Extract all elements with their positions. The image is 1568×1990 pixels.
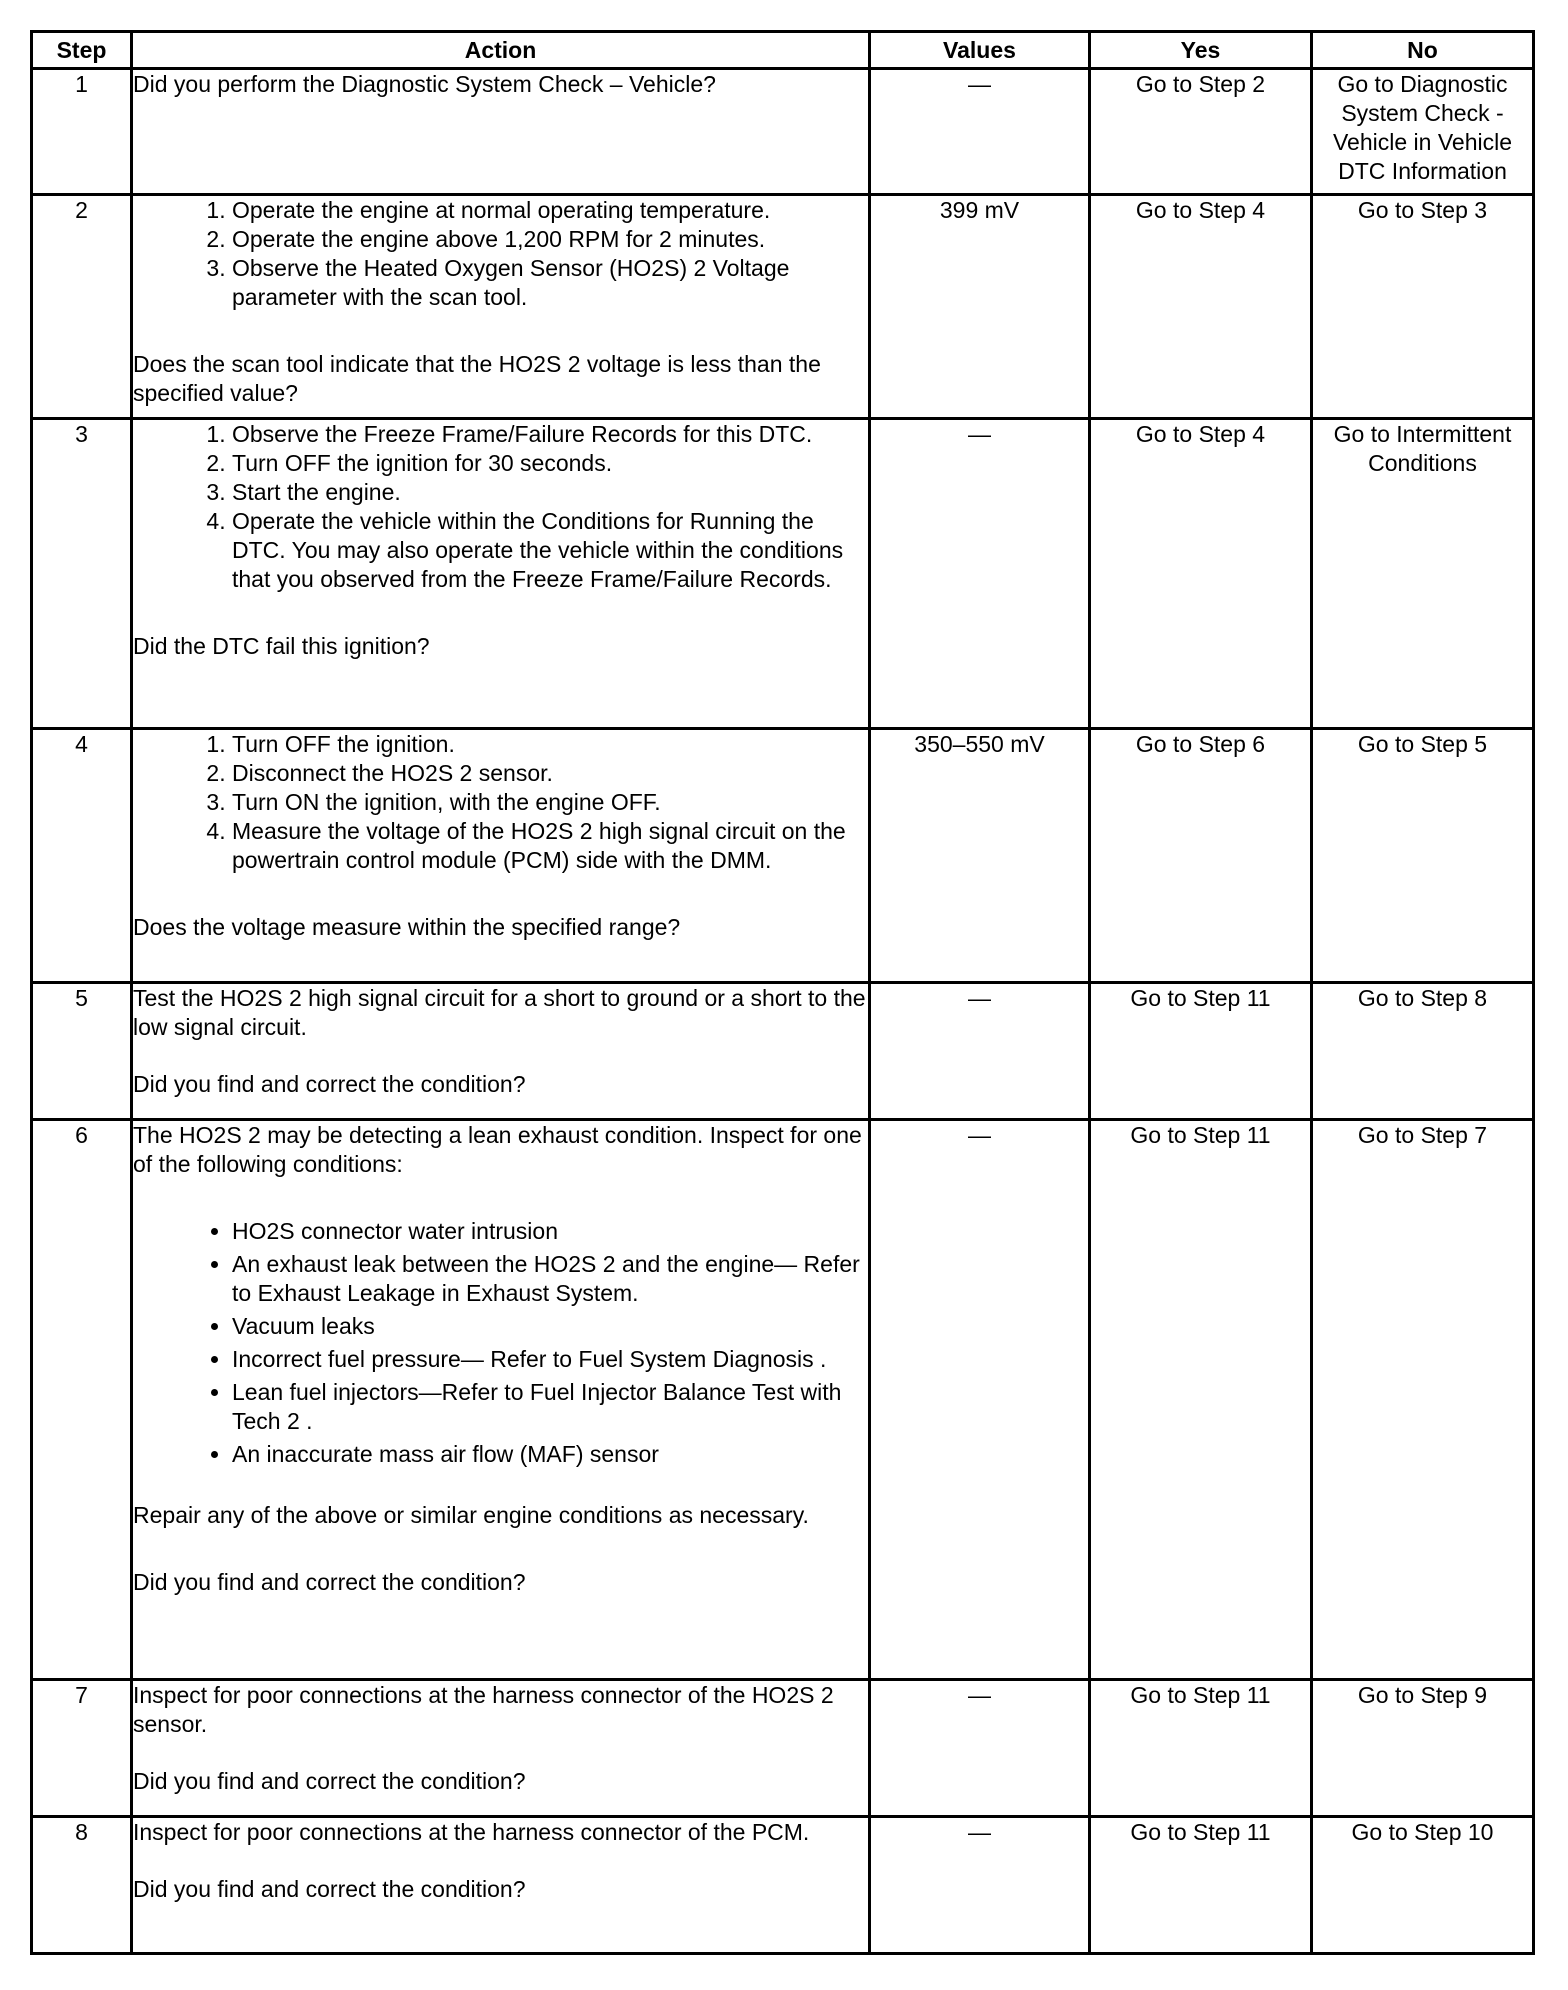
yes-link[interactable]: Go to Step 4 [1090, 195, 1312, 419]
value-cell: 350–550 mV [870, 729, 1090, 983]
table-row [32, 729, 1534, 983]
action-question: Did you find and correct the condition? [133, 1071, 526, 1097]
table-row [32, 69, 1534, 195]
action-cell [132, 419, 870, 729]
no-link[interactable]: Go to Step 7 [1312, 1120, 1534, 1680]
header-action: Action [132, 32, 870, 69]
condition-item: • An exhaust leak between the HO2S 2 and the engine— Refer to Exhaust Leakage in Exhaust System. [232, 1250, 868, 1308]
action-question: Did you find and correct the condition? [133, 1876, 526, 1902]
step-number: 8 [32, 1817, 132, 1954]
condition-item: • HO2S connector water intrusion [232, 1217, 868, 1246]
step-number: 7 [32, 1680, 132, 1817]
condition-item: • An inaccurate mass air flow (MAF) sensor [232, 1440, 868, 1469]
step-number: 6 [32, 1120, 132, 1680]
no-link[interactable]: Go to Diagnostic System Check - Vehicle in Vehicle DTC Information [1312, 69, 1534, 195]
action-intro: Inspect for poor connections at the harness connector of the HO2S 2 sensor. [133, 1682, 834, 1737]
action-question: Did you perform the Diagnostic System Check – Vehicle? [133, 71, 716, 97]
no-link[interactable]: Go to Step 3 [1312, 195, 1534, 419]
table-row [32, 1120, 1534, 1680]
action-steps [133, 420, 868, 594]
table-row [32, 983, 1534, 1120]
action-cell [132, 1680, 870, 1817]
no-link[interactable]: Go to Step 8 [1312, 983, 1534, 1120]
action-step-item: 1. Observe the Freeze Frame/Failure Records for this DTC. [232, 420, 868, 449]
yes-link[interactable]: Go to Step 4 [1090, 419, 1312, 729]
no-link[interactable]: Go to Step 10 [1312, 1817, 1534, 1954]
value-cell: — [870, 1817, 1090, 1954]
yes-link[interactable]: Go to Step 6 [1090, 729, 1312, 983]
action-question: Does the scan tool indicate that the HO2S 2 voltage is less than the specified value? [133, 351, 821, 406]
action-step-item: 1. Turn OFF the ignition. [232, 730, 868, 759]
action-step-item: 2. Operate the engine above 1,200 RPM for 2 minutes. [232, 225, 868, 254]
condition-list [133, 1217, 868, 1469]
yes-link[interactable]: Go to Step 11 [1090, 983, 1312, 1120]
condition-item: • Incorrect fuel pressure— Refer to Fuel System Diagnosis . [232, 1345, 868, 1374]
action-question: Did you find and correct the condition? [133, 1768, 526, 1794]
action-step-item: 3. Observe the Heated Oxygen Sensor (HO2S) 2 Voltage parameter with the scan tool. [232, 254, 868, 312]
action-step-item: 3. Turn ON the ignition, with the engine OFF. [232, 788, 868, 817]
table-row [32, 195, 1534, 419]
no-link[interactable]: Go to Intermittent Conditions [1312, 419, 1534, 729]
action-question: Did you find and correct the condition? [133, 1569, 526, 1595]
action-question: Did the DTC fail this ignition? [133, 633, 430, 659]
action-cell [132, 1817, 870, 1954]
header-yes: Yes [1090, 32, 1312, 69]
yes-link[interactable]: Go to Step 2 [1090, 69, 1312, 195]
action-cell [132, 69, 870, 195]
step-number: 4 [32, 729, 132, 983]
action-cell [132, 983, 870, 1120]
header-no: No [1312, 32, 1534, 69]
no-link[interactable]: Go to Step 9 [1312, 1680, 1534, 1817]
header-row [32, 32, 1534, 69]
value-cell: — [870, 419, 1090, 729]
yes-link[interactable]: Go to Step 11 [1090, 1817, 1312, 1954]
action-step-item: 4. Measure the voltage of the HO2S 2 high signal circuit on the powertrain control module (PCM) side with the DMM. [232, 817, 868, 875]
yes-link[interactable]: Go to Step 11 [1090, 1680, 1312, 1817]
action-step-item: 3. Start the engine. [232, 478, 868, 507]
condition-item: • Vacuum leaks [232, 1312, 868, 1341]
no-link[interactable]: Go to Step 5 [1312, 729, 1534, 983]
condition-item: • Lean fuel injectors—Refer to Fuel Injector Balance Test with Tech 2 . [232, 1378, 868, 1436]
action-step-item: 2. Disconnect the HO2S 2 sensor. [232, 759, 868, 788]
value-cell: — [870, 1680, 1090, 1817]
value-cell: — [870, 69, 1090, 195]
table-row [32, 1817, 1534, 1954]
step-number: 5 [32, 983, 132, 1120]
action-steps [133, 196, 868, 312]
action-cell [132, 195, 870, 419]
action-cell [132, 1120, 870, 1680]
value-cell: — [870, 1120, 1090, 1680]
yes-link[interactable]: Go to Step 11 [1090, 1120, 1312, 1680]
action-cell [132, 729, 870, 983]
action-intro: The HO2S 2 may be detecting a lean exhaust condition. Inspect for one of the following conditions: [133, 1122, 862, 1177]
action-step-item: 1. Operate the engine at normal operating temperature. [232, 196, 868, 225]
action-question: Does the voltage measure within the specified range? [133, 914, 681, 940]
step-number: 3 [32, 419, 132, 729]
action-intro: Inspect for poor connections at the harness connector of the PCM. [133, 1819, 810, 1845]
table-row [32, 419, 1534, 729]
action-step-item: 4. Operate the vehicle within the Conditions for Running the DTC. You may also operate the vehicle within the conditions that you observed from the Freeze Frame/Failure Records. [232, 507, 868, 594]
header-step: Step [32, 32, 132, 69]
diagnostic-table [30, 30, 1535, 1955]
action-steps [133, 730, 868, 875]
action-step-item: 2. Turn OFF the ignition for 30 seconds. [232, 449, 868, 478]
step-number: 1 [32, 69, 132, 195]
header-values: Values [870, 32, 1090, 69]
table-row [32, 1680, 1534, 1817]
value-cell: — [870, 983, 1090, 1120]
repair-note: Repair any of the above or similar engine conditions as necessary. [133, 1502, 809, 1528]
value-cell: 399 mV [870, 195, 1090, 419]
action-intro: Test the HO2S 2 high signal circuit for a short to ground or a short to the low signal circuit. [133, 985, 866, 1040]
step-number: 2 [32, 195, 132, 419]
